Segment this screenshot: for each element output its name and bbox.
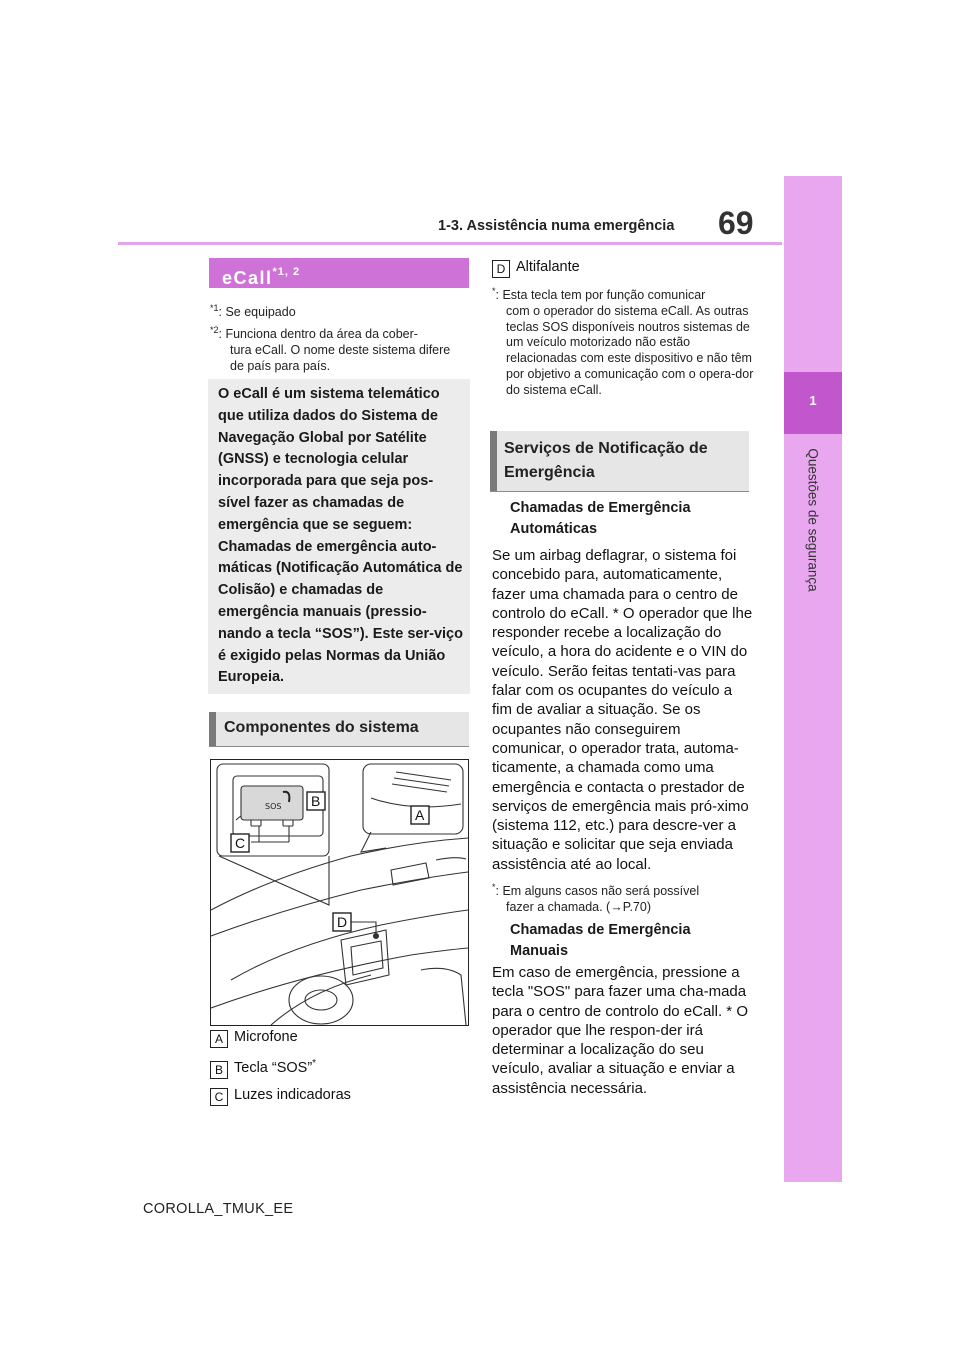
legend-key-b: B bbox=[210, 1061, 228, 1079]
legend-key-d: D bbox=[492, 260, 510, 278]
services-heading-accent bbox=[490, 431, 497, 491]
document-code: COROLLA_TMUK_EE bbox=[143, 1201, 294, 1217]
components-figure bbox=[210, 759, 469, 1026]
section-title: 1-3. Assistência numa emergência bbox=[438, 218, 675, 234]
manual-calls-text: Em caso de emergência, pressione a tecla "SOS" para fazer uma cha-mada para o centro de controlo do eCall. * O operador que lhe respon-der irá determinar a localização do seu veículo, avaliar a situação e enviar a assistência necessária. bbox=[492, 964, 748, 1097]
chapter-tab bbox=[784, 176, 842, 1182]
chapter-label: Questões de segurança bbox=[805, 448, 821, 592]
figure-label-b: B bbox=[311, 793, 321, 809]
sos-text: SOS bbox=[265, 802, 282, 811]
components-heading-accent bbox=[209, 712, 216, 746]
ecall-heading: eCall$^{*1, 2}$ bbox=[222, 266, 301, 288]
manual-calls-heading: Chamadas de Emergência Manuais bbox=[510, 922, 691, 959]
page-number: 69 bbox=[718, 205, 754, 241]
header-rule bbox=[118, 242, 782, 245]
legend-item-a: A Microfone bbox=[210, 1029, 298, 1048]
components-heading: Componentes do sistema bbox=[224, 719, 419, 736]
automatic-calls-text: Se um airbag deflagrar, o sistema foi concebido para, automaticamente, fazer uma chamada para o centro de controlo do eCall. * O operador que lhe responder recebe a localização do veículo, a hora do acidente e o VIN do veículo. Serão feitas tentati-vas para falar com os ocupantes do veículo a fim de avaliar a situação. Se os ocupantes não conseguirem comunicar, o operador trata, automa-ticamente, a chamada como uma emergência e contacta o prestador de serviços de emergência mais pró-ximo (sistema 112, etc.) para descre-ver a situação e solicitar que seja enviada assistência até ao local. bbox=[492, 547, 753, 873]
legend-key-a: A bbox=[210, 1030, 228, 1048]
footnote-2: $^{*2}$: Funciona dentro da área da cober- tura eCall. O nome deste sistema difere de país para país. bbox=[210, 325, 451, 373]
legend-item-c: C Luzes indicadoras bbox=[210, 1087, 351, 1106]
figure-label-a: A bbox=[415, 807, 425, 823]
info-box-text: O eCall é um sistema telemático que utiliza dados do Sistema de Navegação Global por Satélite (GNSS) e tecnologia celular incorporada para que seja pos-sível fazer as chamadas de emergência que se seguem: Chamadas de emergência auto-máticas (Notificação Automática de Colisão) e chamadas de emergência manuais (pressio-nando a tecla “SOS”). Este ser-viço é exigido pelas Normas da União Europeia. bbox=[218, 386, 463, 686]
legend-item-b: B Tecla “SOS”* bbox=[210, 1058, 316, 1079]
chapter-number: 1 bbox=[809, 393, 817, 408]
legend-item-d: D Altifalante bbox=[492, 259, 580, 278]
automatic-calls-heading: Chamadas de Emergência Automáticas bbox=[510, 500, 691, 537]
services-heading: Serviços de Notificação de Emergência bbox=[504, 440, 708, 481]
footnote-1: $^{*1}$: Se equipado bbox=[210, 303, 296, 319]
figure-label-c: C bbox=[235, 835, 246, 851]
sos-key-footnote: *: Esta tecla tem por função comunicar com o operador do sistema eCall. As outras teclas SOS disponíveis noutros sistemas de um veículo motorizado não estão relacionadas com este dispositivo e não têm por objetivo a comunicação com o opera-dor do sistema eCall. bbox=[492, 286, 754, 397]
automatic-calls-footnote: *: Em alguns casos não será possível fazer a chamada. (→P.70) bbox=[492, 882, 700, 914]
legend-key-c: C bbox=[210, 1088, 228, 1106]
figure-label-d: D bbox=[337, 914, 348, 930]
dashboard-illustration bbox=[211, 760, 468, 1025]
